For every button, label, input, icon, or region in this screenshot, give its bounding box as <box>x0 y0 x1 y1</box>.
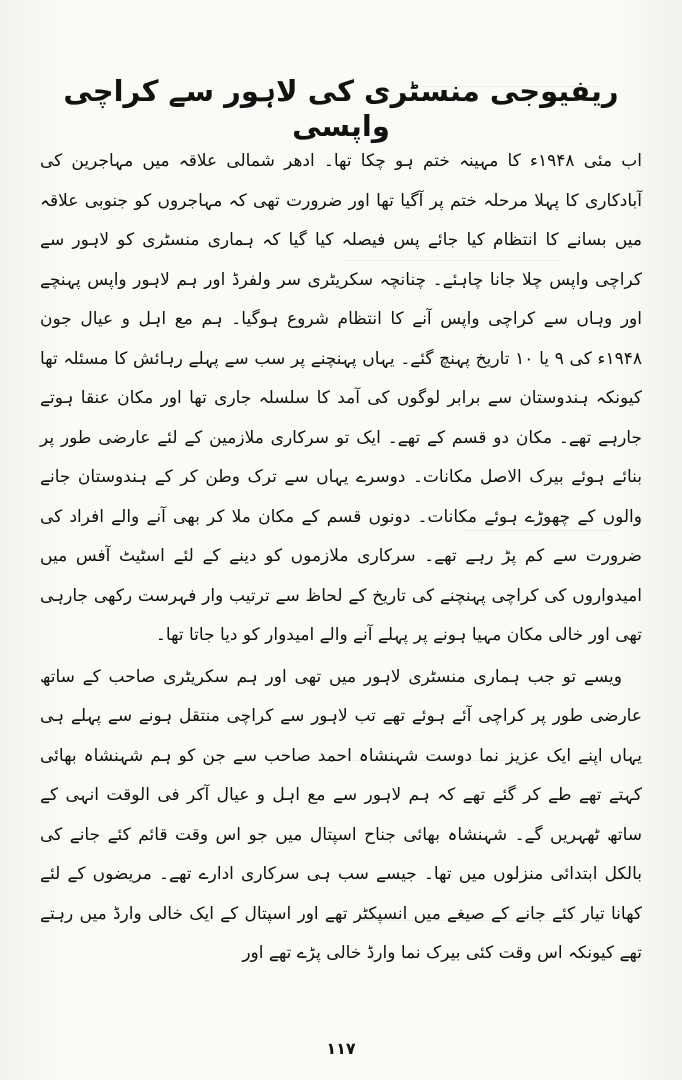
page-title: ریفیوجی منسٹری کی لاہور سے کراچی واپسی <box>63 74 619 143</box>
paragraph-1: اب مئی ۱۹۴۸ء کا مہینہ ختم ہو چکا تھا۔ ادھر شمالی علاقہ میں مہاجرین کی آبادکاری کا پہلا مرحلہ ختم پر آگیا تھا اور ضرورت تھی کہ مہاجروں کو جنوبی علاقہ میں بسانے کا انتظام کیا جائے پس فیصلہ کیا گیا کہ ہماری منسٹری کو لاہور سے کراچی واپس چلا جانا چاہئے۔ چنانچہ سکریٹری سر ولفرڈ اور ہم لاہور واپس پہنچے اور وہاں سے کراچی واپس آنے کا انتظام شروع ہوگیا۔ ہم مع اہل و عیال جون ۱۹۴۸ء کی ۹ یا ۱۰ تاریخ پہنچ گئے۔ یہاں پہنچنے پر سب سے پہلے رہائش کا مسئلہ تھا کیونکہ ہندوستان سے برابر لوگوں کی آمد کا سلسلہ جاری تھا اور مکان عنقا ہوتے جارہے تھے۔ مکان دو قسم کے تھے۔ ایک تو سرکاری ملازمین کے لئے عارضی طور پر بنائے ہوئے بیرک الاصل مکانات۔ دوسرے یہاں سے ترک وطن کر کے ہندوستان جانے والوں کے چھوڑے ہوئے مکانات۔ دونوں قسم کے مکان ملا کر بھی آنے والے افراد کی ضرورت سے کم پڑ رہے تھے۔ سرکاری ملازموں کو دینے کے لئے اسٹیٹ آفس میں امیدواروں کی کراچی پہنچنے کی تاریخ کے لحاظ سے ترتیب وار فہرست رکھی جارہی تھی اور خالی مکان مہیا ہونے پر پہلے آنے والے امیدوار کو دیا جاتا تھا۔ <box>40 151 642 645</box>
body-text <box>40 142 642 974</box>
page-number: ۱۱۷ <box>326 1039 356 1058</box>
paragraph-2: ویسے تو جب ہماری منسٹری لاہور میں تھی اور ہم سکریٹری صاحب کے ساتھ عارضی طور پر کراچی آئے ہوئے تھے تب لاہور سے کراچی منتقل ہونے سے پہلے ہی یہاں اپنے ایک عزیز نما دوست شہنشاہ احمد صاحب سے جن کو ہم شہنشاہ بھائی کہتے تھے طے کر گئے تھے کہ ہم لاہور سے مع اہل و عیال آکر فی الوقت انہی کے ساتھ ٹھہریں گے۔ شہنشاہ بھائی جناح اسپتال میں جو اس وقت قائم کئے جانے کی بالکل ابتدائی منزلوں میں تھا۔ جیسے سب ہی سرکاری ادارے تھے۔ مریضوں کے لئے کھانا تیار کئے جانے کے صیغے میں انسپکٹر تھے اور اسپتال کے ایک خالی وارڈ میں رہتے تھے کیونکہ اس وقت کئی بیرک نما وارڈ خالی پڑے تھے اور <box>40 666 642 963</box>
